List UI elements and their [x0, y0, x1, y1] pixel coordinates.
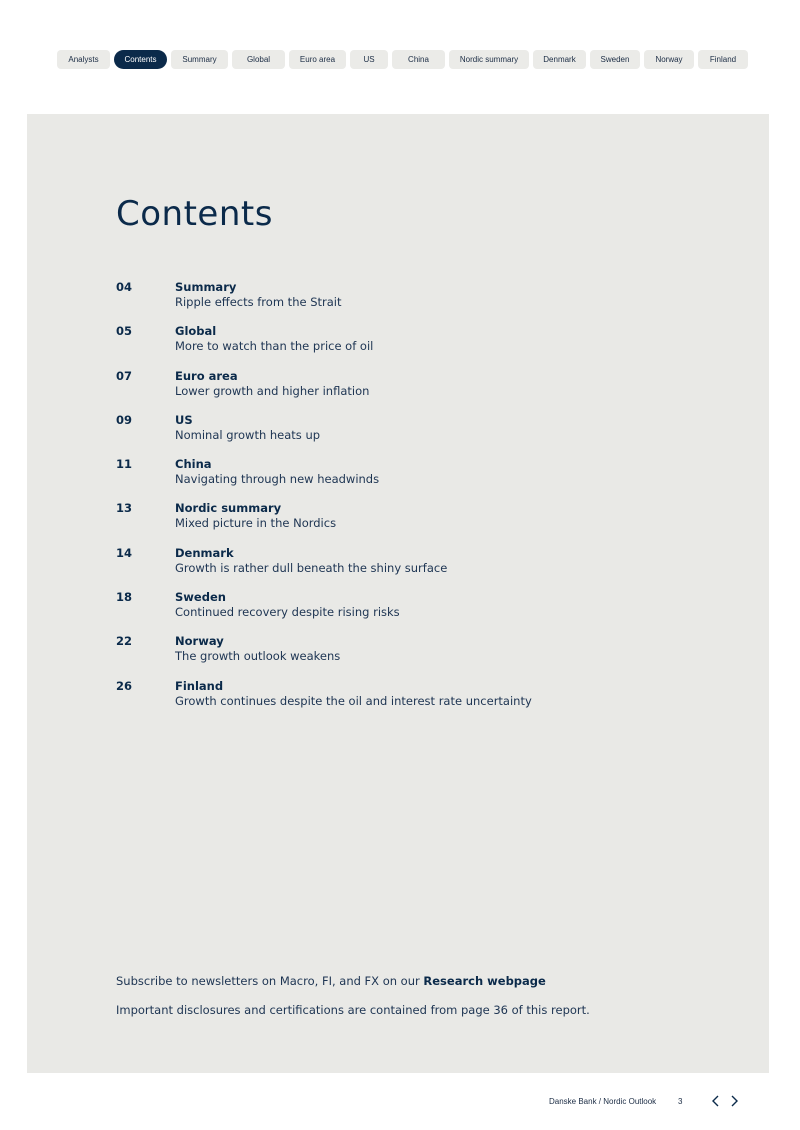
toc-page-number: 13 [116, 501, 133, 516]
toc-heading: Global [175, 324, 217, 339]
toc-text [175, 679, 532, 709]
tab-nordic-summary[interactable]: Nordic summary [449, 50, 529, 69]
tab-analysts[interactable]: Analysts [57, 50, 110, 69]
toc-page-number: 14 [116, 545, 133, 560]
toc-subtitle: The growth outlook weakens [175, 649, 341, 664]
tab-finland[interactable]: Finland [698, 50, 748, 69]
next-page-button[interactable] [728, 1094, 740, 1108]
tab-contents[interactable]: Contents [114, 50, 167, 69]
research-webpage-link[interactable]: Research webpage [423, 974, 546, 988]
toc-item[interactable] [116, 324, 716, 368]
toc-heading: Finland [175, 678, 224, 693]
tab-china[interactable]: China [392, 50, 445, 69]
toc-heading: Denmark [175, 545, 234, 560]
toc-subtitle: Growth continues despite the oil and interest rate uncertainty [175, 693, 532, 708]
toc-subtitle: More to watch than the price of oil [175, 339, 374, 354]
toc-heading: Euro area [175, 368, 238, 383]
toc-item[interactable] [116, 501, 716, 545]
toc-subtitle: Mixed picture in the Nordics [175, 516, 337, 531]
toc-heading: Norway [175, 634, 224, 649]
tab-denmark[interactable]: Denmark [533, 50, 586, 69]
toc-text [175, 634, 340, 664]
toc-item[interactable] [116, 457, 716, 501]
toc-page-number: 04 [116, 280, 133, 294]
toc-item[interactable] [116, 634, 716, 678]
page-number: 3 [678, 1097, 683, 1106]
subscribe-note [116, 974, 546, 988]
toc-item[interactable] [116, 590, 716, 634]
toc-item[interactable] [116, 546, 716, 590]
section-nav [57, 50, 747, 69]
toc-page-number: 11 [116, 457, 133, 472]
toc-page-number: 05 [116, 324, 133, 339]
chevron-left-icon [710, 1094, 722, 1108]
prev-page-button[interactable] [710, 1094, 722, 1108]
toc-heading: US [175, 412, 193, 427]
toc-page-number: 09 [116, 412, 133, 427]
toc-text [175, 280, 342, 310]
tab-sweden[interactable]: Sweden [590, 50, 640, 69]
toc-item[interactable] [116, 413, 716, 457]
chevron-right-icon [728, 1094, 740, 1108]
toc-page-number: 26 [116, 678, 133, 693]
toc-subtitle: Navigating through new headwinds [175, 472, 380, 487]
page-title: Contents [116, 194, 273, 234]
toc-text [175, 546, 447, 576]
toc-item[interactable] [116, 280, 716, 324]
toc-page-number: 18 [116, 590, 133, 605]
tab-norway[interactable]: Norway [644, 50, 694, 69]
toc-subtitle: Lower growth and higher inflation [175, 383, 370, 398]
footer-source: Danske Bank / Nordic Outlook [549, 1097, 657, 1106]
toc-subtitle: Growth is rather dull beneath the shiny surface [175, 560, 448, 575]
disclosure-note: Important disclosures and certifications are contained from page 36 of this report. [116, 1003, 590, 1017]
toc-text [175, 369, 369, 399]
subscribe-text: Subscribe to newsletters on Macro, FI, and FX on our [116, 974, 424, 988]
toc-heading: Summary [175, 280, 237, 294]
toc-text [175, 324, 373, 354]
toc-item[interactable] [116, 679, 716, 723]
toc-text [175, 501, 336, 531]
tab-global[interactable]: Global [232, 50, 285, 69]
toc-text [175, 413, 320, 443]
toc-page-number: 07 [116, 368, 133, 383]
content-panel [27, 114, 769, 1073]
toc-subtitle: Continued recovery despite rising risks [175, 605, 400, 620]
toc-text [175, 590, 400, 620]
toc-subtitle: Nominal growth heats up [175, 427, 321, 442]
tab-us[interactable]: US [350, 50, 388, 69]
tab-summary[interactable]: Summary [171, 50, 228, 69]
toc-item[interactable] [116, 369, 716, 413]
toc-heading: China [175, 457, 212, 472]
toc-heading: Sweden [175, 590, 226, 605]
toc-text [175, 457, 379, 487]
table-of-contents [116, 280, 716, 723]
toc-page-number: 22 [116, 634, 133, 649]
toc-subtitle: Ripple effects from the Strait [175, 295, 342, 309]
tab-euro-area[interactable]: Euro area [289, 50, 346, 69]
toc-heading: Nordic summary [175, 501, 282, 516]
